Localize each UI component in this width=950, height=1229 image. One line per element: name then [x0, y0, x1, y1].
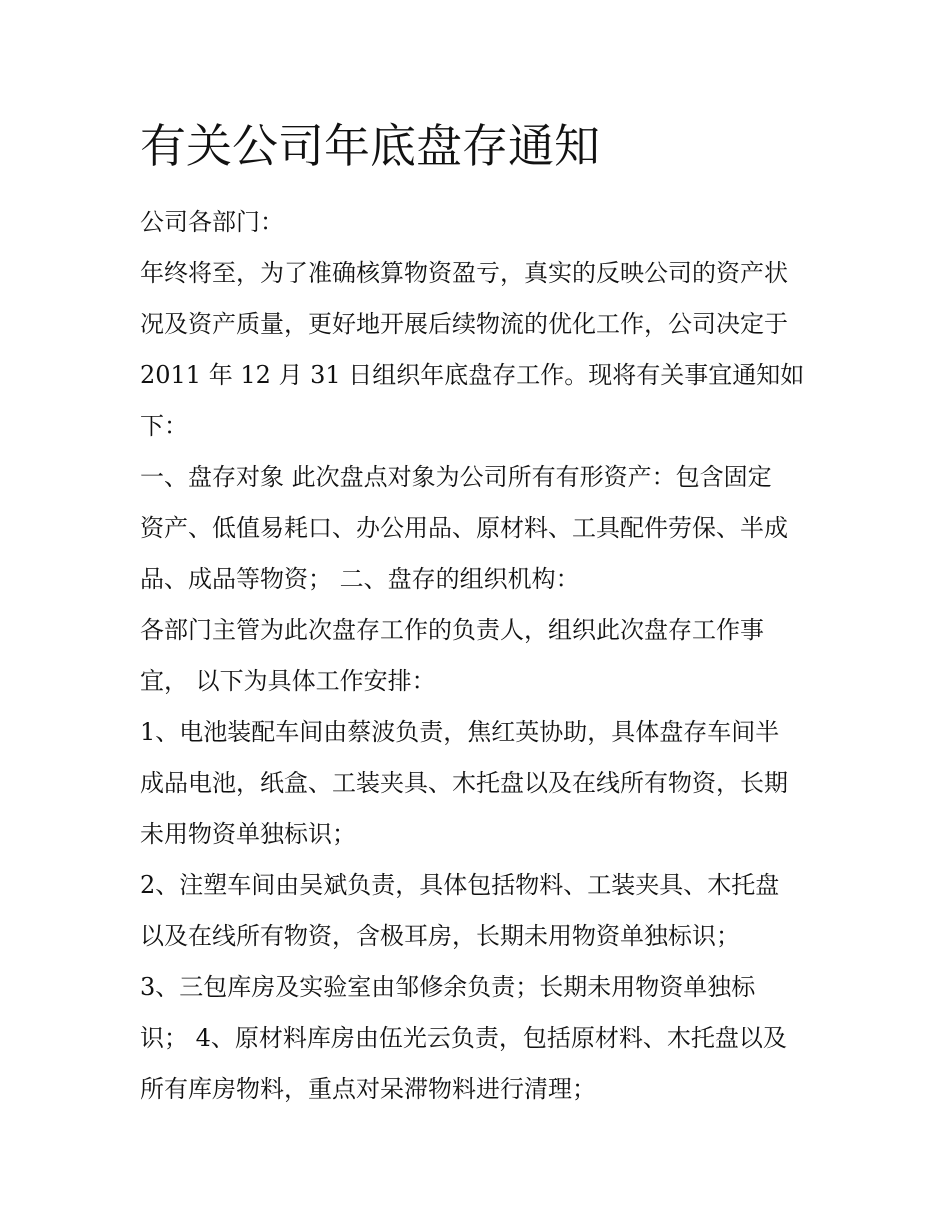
document-title: 有关公司年底盘存通知: [140, 119, 600, 173]
list-item-line: 成品电池，纸盒、工装夹具、木托盘以及在线所有物资，长期: [140, 769, 788, 797]
section-line: 一、盘存对象 此次盘点对象为公司所有有形资产：包含固定: [140, 463, 772, 491]
list-item-line: 2、注塑车间由吴斌负责，具体包括物料、工装夹具、木托盘: [140, 871, 780, 899]
list-item-line: 1、电池装配车间由蔡波负责，焦红英协助，具体盘存车间半: [140, 718, 780, 746]
body-line: 各部门主管为此次盘存工作的负责人，组织此次盘存工作事: [140, 616, 764, 644]
list-item-line: 3、三包库房及实验室由邹修余负责；长期未用物资单独标: [140, 973, 756, 1001]
body-line: 下：: [140, 412, 188, 440]
body-line: 2011 年 12 月 31 日组织年底盘存工作。现将有关事宜通知如: [140, 361, 805, 389]
list-item-line: 识； 4、原材料库房由伍光云负责，包括原材料、木托盘以及: [140, 1024, 787, 1052]
body-line: 资产、低值易耗口、办公用品、原材料、工具配件劳保、半成: [140, 514, 788, 542]
body-line: 年终将至，为了准确核算物资盈亏，真实的反映公司的资产状: [140, 259, 788, 287]
body-line: 宜， 以下为具体工作安排：: [140, 667, 436, 695]
list-item-line: 所有库房物料，重点对呆滞物料进行清理；: [140, 1075, 596, 1103]
body-line: 况及资产质量，更好地开展后续物流的优化工作，公司决定于: [140, 310, 788, 338]
list-item-line: 以及在线所有物资，含极耳房，长期未用物资单独标识；: [140, 922, 740, 950]
section-line: 品、成品等物资； 二、盘存的组织机构：: [140, 565, 580, 593]
list-item-line: 未用物资单独标识；: [140, 820, 356, 848]
salutation-line: 公司各部门：: [140, 208, 284, 236]
